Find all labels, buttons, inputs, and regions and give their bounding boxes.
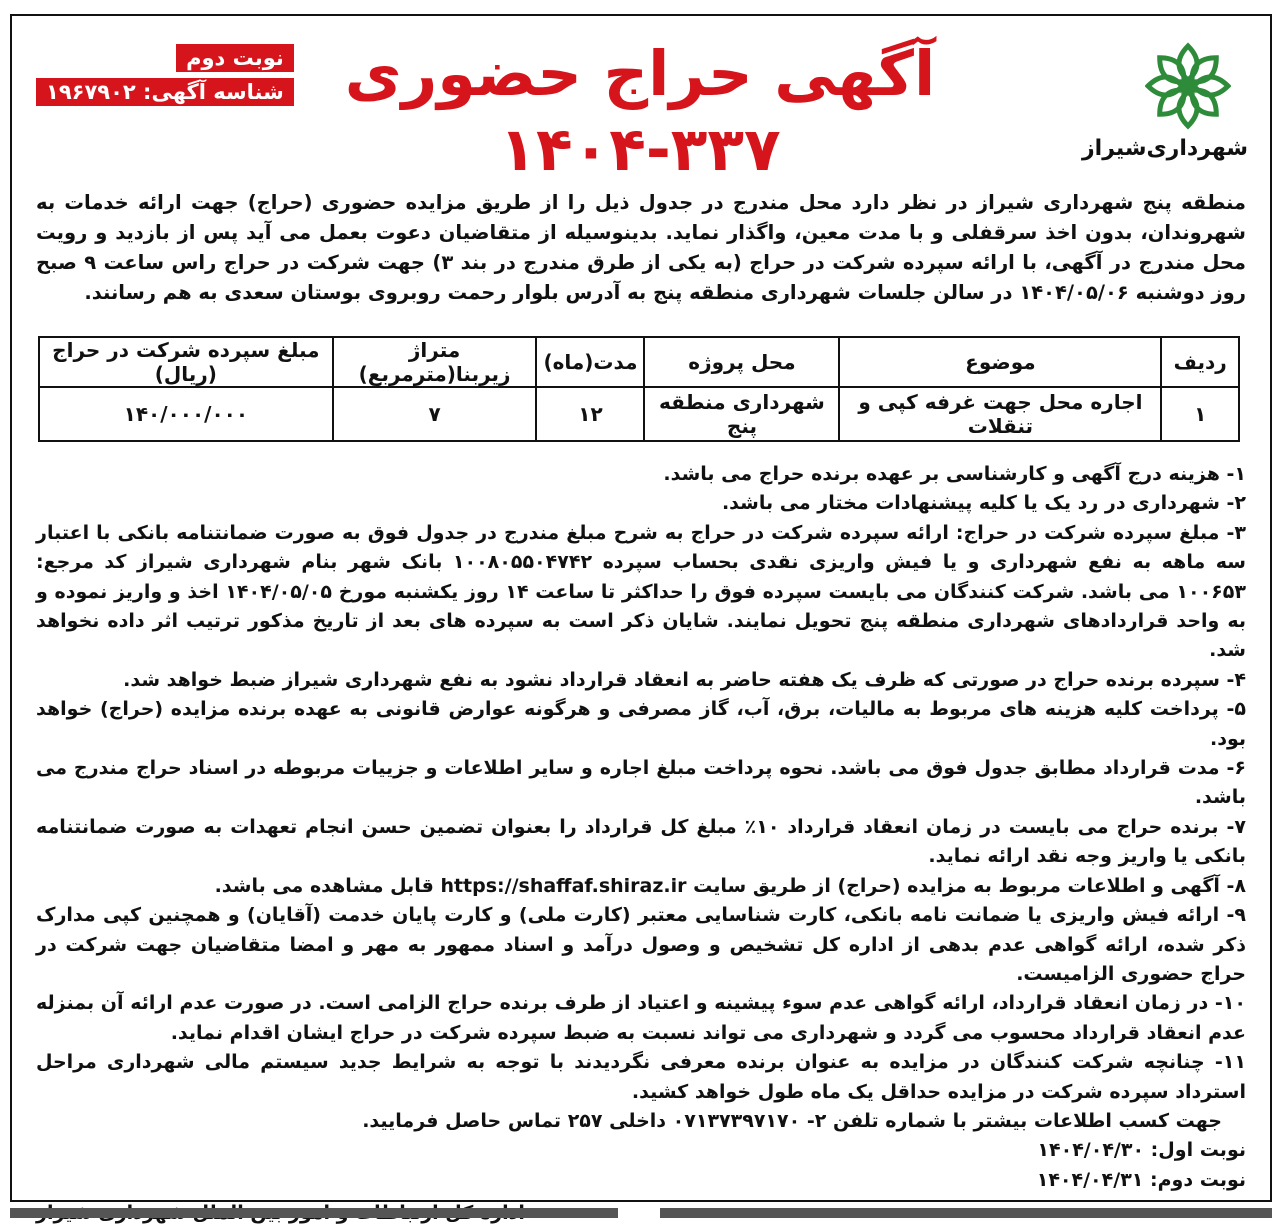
badge-group [36, 44, 294, 106]
clause-item: ۹- ارائه فیش واریزی یا ضمانت نامه بانکی، کارت شناسایی معتبر (کارت ملی) و کارت پایان خدمت (آقایان) و همچنین کپی مدارک ذکر شده، ارائه گواهی عدم بدهی از اداره کل تشخیص و وصول درآمد و اسناد ممهور به مهر و امضا متقاضیان جهت شرکت در حراج حضوری الزامیست. [36, 904, 1246, 985]
col-subject: موضوع [839, 337, 1161, 387]
table-row [39, 387, 1239, 441]
flower-emblem-icon [1145, 40, 1231, 132]
ad-id-badge: شناسه آگهی: ۱۹۶۷۹۰۲ [36, 78, 294, 106]
col-deposit: مبلغ سپرده شرکت در حراج (ریال) [39, 337, 333, 387]
clause-item: ۳- مبلغ سپرده شرکت در حراج: ارائه سپرده شرکت در حراج به شرح مبلغ مندرج در جدول فوق به صورت ضمانتنامه بانکی با اعتبار سه ماهه به نفع شهرداری و یا فیش واریزی نقدی بحساب سپرده ۱۰۰۸۰۵۵۰۴۷۴۲ بانک شهر بنام شهرداری شیراز کد مرجع: ۱۰۰۶۵۳ می باشد. شرکت کنندگان می بایست سپرده فوق را حداکثر تا ساعت ۱۴ روز یکشنبه مورخ ۱۴۰۴/۰۵/۰۵ اخذ و واریز نموده و به واحد قراردادهای شهرداری منطقه پنج تحویل نمایند. شایان ذکر است به سپرده های بعد از تاریخ مذکور ترتیب اثر داده نخواهد شد. [36, 521, 1246, 662]
first-round-date: نوبت اول: ۱۴۰۴/۰۴/۳۰ [1037, 1139, 1246, 1162]
shiraz-municipality-logo [1081, 40, 1248, 161]
title-block [330, 32, 950, 184]
col-duration: مدت(ماه) [536, 337, 644, 387]
bottom-bar-right [660, 1208, 1272, 1218]
clause-item: ۷- برنده حراج می بایست در زمان انعقاد قرارداد ۱۰٪ مبلغ کل قرارداد را بعنوان تضمین حسن انجام تعهدات به صورت ضمانتنامه بانکی یا واریز وجه نقد ارائه نماید. [36, 815, 1246, 868]
contact-line: جهت کسب اطلاعات بیشتر با شماره تلفن ۲- ۰۷۱۳۷۳۹۷۱۷۰ داخلی ۲۵۷ تماس حاصل فرمایید. [362, 1109, 1222, 1132]
clause-item: ۵- پرداخت کلیه هزینه های مربوط به مالیات، برق، آب، گاز مصرفی و هرگونه عوارض قانونی به عهده برنده مزایده (حراج) خواهد بود. [36, 698, 1246, 750]
round-badge: نوبت دوم [176, 44, 294, 72]
clause-item: ۱- هزینه درج آگهی و کارشناسی بر عهده برنده حراج می باشد. [663, 463, 1246, 485]
clause-item: ۴- سپرده برنده حراج در صورتی که ظرف یک هفته حاضر به انعقاد قرارداد نشود به نفع شهرداری شیراز ضبط خواهد شد. [123, 668, 1246, 691]
clause-item: ۱۱- چنانچه شرکت کنندگان در مزایده به عنوان برنده معرفی نگردیدند با توجه به شرایط جدید سیستم مالی شهرداری مراحل استرداد سپرده شرکت در مزایده حداقل یک ماه طول خواهد کشید. [36, 1051, 1246, 1103]
col-row-number: ردیف [1161, 337, 1239, 387]
cell-area: ۷ [333, 387, 537, 441]
page-title: آگهی حراج حضوری [344, 37, 936, 110]
cell-subject: اجاره محل جهت غرفه کپی و تنقلات [839, 387, 1161, 441]
auction-table [38, 336, 1240, 442]
cell-deposit: ۱۴۰/۰۰۰/۰۰۰ [39, 387, 333, 441]
intro-paragraph: منطقه پنج شهرداری شیراز در نظر دارد محل مندرج در جدول ذیل را از طریق مزایده حضوری (حراج) جهت ارائه خدمات به شهروندان، بدون اخذ سرقفلی و با مدت معین، واگذار نماید. بدینوسیله از متقاضیان دعوت بعمل می آید پس از بازدید و رویت محل مندرج در آگهی، با ارائه سپرده شرکت در حراج (به یکی از طرق مندرج در بند ۳) جهت شرکت در حراج راس ساعت ۹ صبح روز دوشنبه ۱۴۰۴/۰۵/۰۶ در سالن جلسات شهرداری منطقه پنج به آدرس بلوار رحمت روبروی بوستان سعدی به هم رسانند. [36, 191, 1246, 304]
table-header-row [39, 337, 1239, 387]
bottom-rule [10, 1208, 1272, 1220]
clause-item: ۶- مدت قرارداد مطابق جدول فوق می باشد. نحوه پرداخت مبلغ اجاره و سایر اطلاعات و جزییات مربوطه در اسناد حراج مندرج می باشد. [36, 757, 1246, 809]
clause-item: ۱۰- در زمان انعقاد قرارداد، ارائه گواهی عدم سوء پیشینه و اعتیاد از طرف برنده حراج الزامی است. در صورت عدم ارائه آن بمنزله عدم انعقاد قرارداد محسوب می گردد و شهرداری می تواند نسبت به ضبط سپرده شرکت در حراج ایشان اقدام نماید. [36, 992, 1246, 1044]
clause-item: ۲- شهرداری در رد یک یا کلیه پیشنهادات مختار می باشد. [721, 492, 1246, 515]
clause-item: ۸- آگهی و اطلاعات مربوط به مزایده (حراج) از طریق سایت https://shaffaf.shiraz.ir قابل مشاهده می باشد. [214, 874, 1246, 897]
auction-code: ۱۴۰۴-۳۳۷ [499, 115, 781, 185]
cell-row-number: ۱ [1161, 387, 1239, 441]
logo-caption: شهرداری‌شیراز [1081, 136, 1248, 161]
cell-location: شهرداری منطقه پنج [644, 387, 839, 441]
second-round-date: نوبت دوم: ۱۴۰۴/۰۴/۳۱ [1036, 1168, 1246, 1191]
bottom-bar-left [10, 1208, 618, 1218]
col-area: متراژ زیربنا(مترمربع) [333, 337, 537, 387]
col-location: محل پروژه [644, 337, 839, 387]
cell-duration: ۱۲ [536, 387, 644, 441]
conditions-list [36, 460, 1246, 1229]
